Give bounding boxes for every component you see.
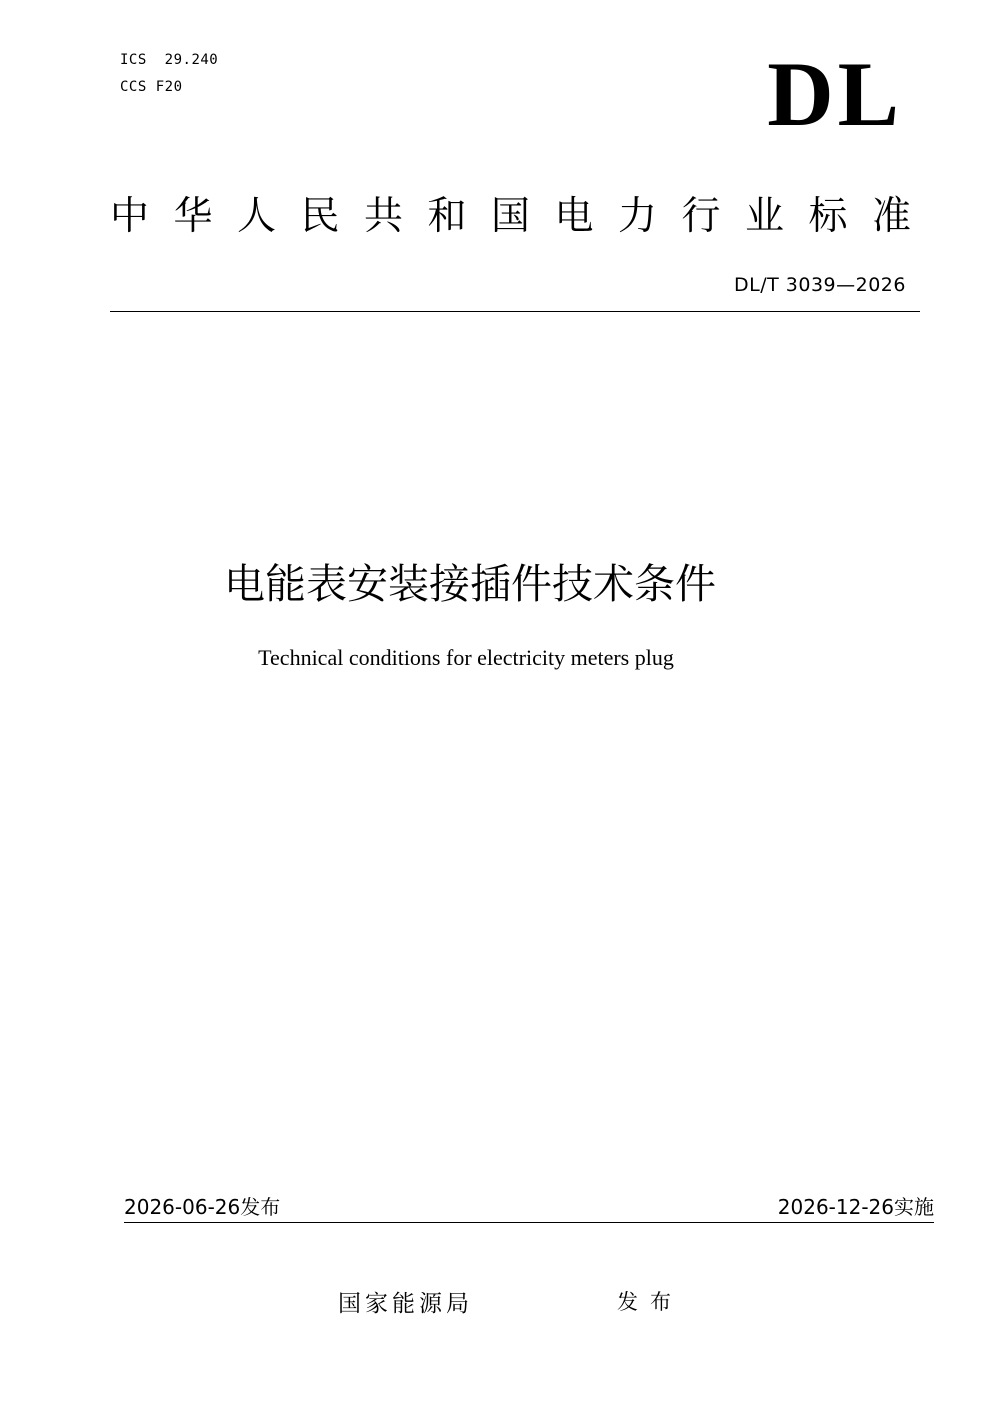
- ics-label: ICS: [120, 52, 147, 68]
- footer-divider: [124, 1222, 934, 1223]
- header-divider: [110, 311, 920, 312]
- implementation-date: 2026-12-26: [777, 1195, 894, 1219]
- issue-date: 2026-06-26: [124, 1195, 241, 1219]
- industry-standard-title: 中华人民共和国电力行业标准: [110, 194, 936, 239]
- implementation-date-row: [778, 1194, 934, 1220]
- issuing-authority: 国家能源局: [338, 1291, 473, 1317]
- ics-classification: [120, 52, 218, 68]
- dl-logo: DL: [767, 43, 903, 145]
- implementation-label: 实施: [894, 1195, 934, 1219]
- issue-date-row: [124, 1194, 280, 1220]
- ccs-classification: [120, 79, 183, 95]
- issue-label: 发布: [240, 1195, 281, 1219]
- ics-code: 29.240: [164, 52, 219, 68]
- issue-word: 发布: [617, 1290, 683, 1314]
- document-title-cn: 电能表安装接插件技术条件: [224, 560, 716, 608]
- document-title-en: Technical conditions for electricity meters plug: [258, 645, 674, 670]
- ccs-label: CCS: [120, 79, 147, 95]
- ccs-code: F20: [155, 79, 183, 95]
- standard-number: DL/T 3039—2026: [734, 274, 906, 296]
